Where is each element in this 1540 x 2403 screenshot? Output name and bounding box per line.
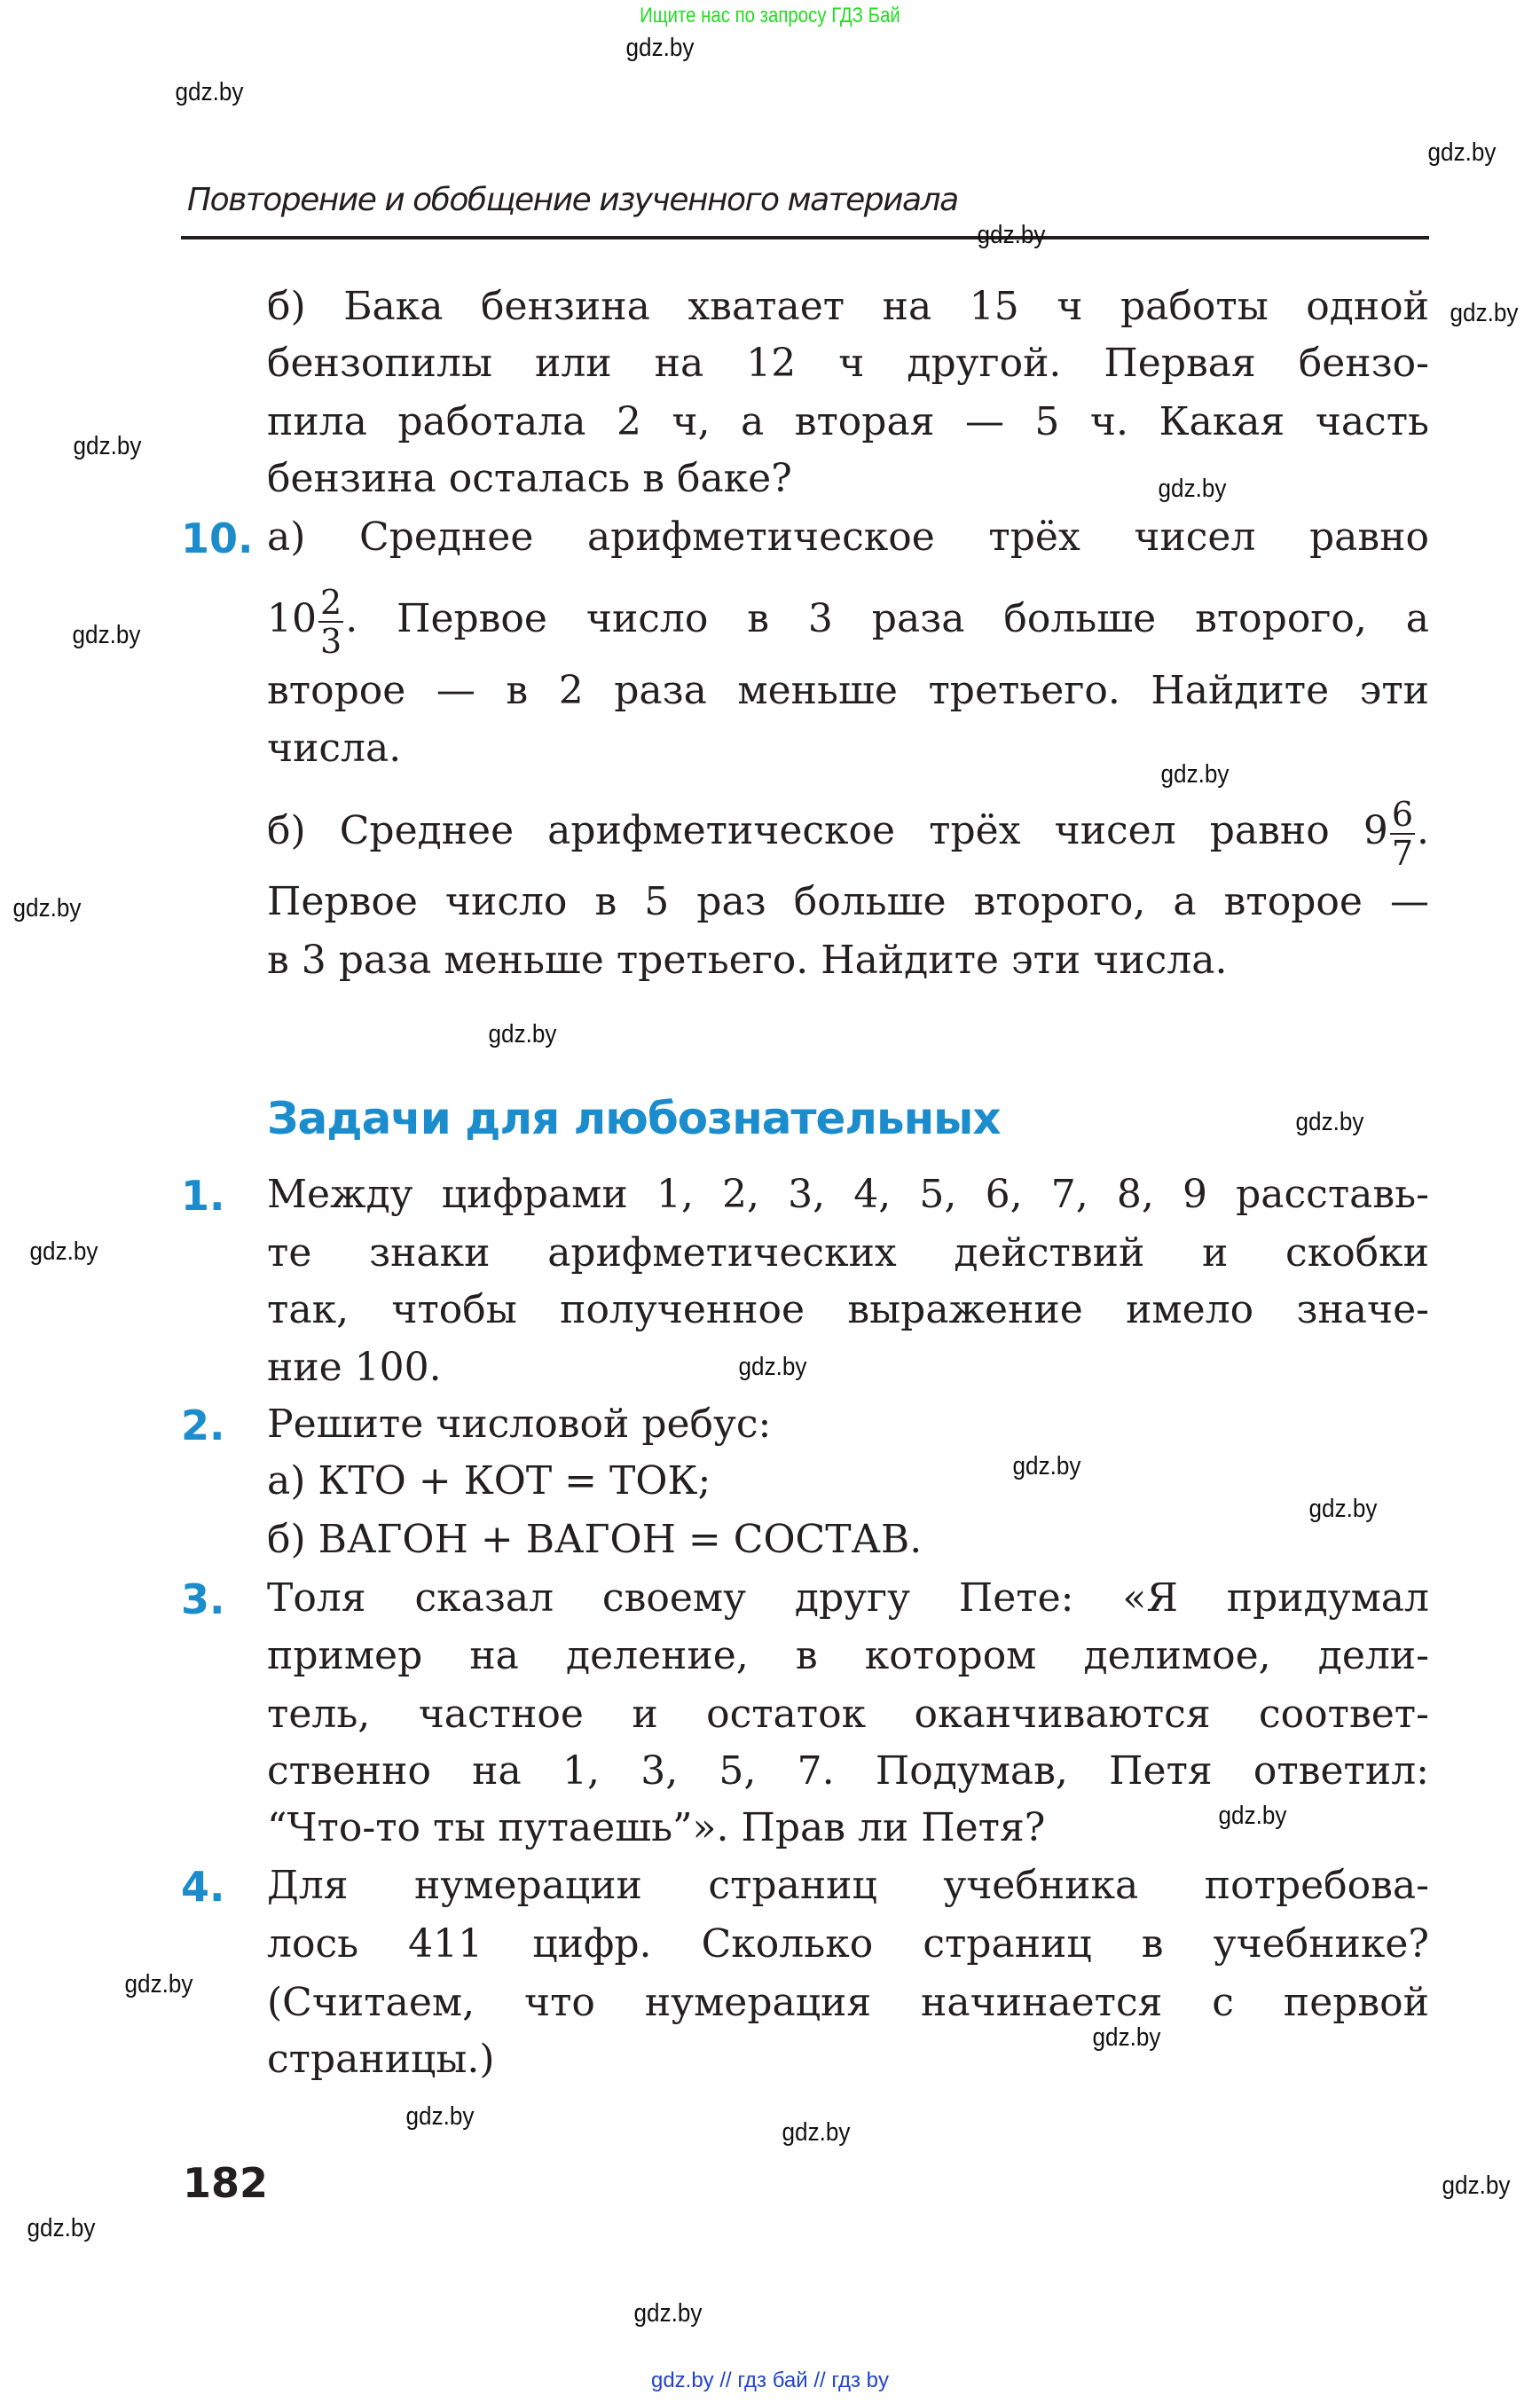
watermark: gdz.by [1160,760,1230,789]
task-line: Для нумерации страниц учебника потребова- [267,1863,1429,1908]
problem-10b-line: в 3 раза меньше третьего. Найдите эти числа. [267,938,1228,983]
problem-9b-line: пила работала 2 ч, а вторая — 5 ч. Какая часть [267,399,1429,444]
fraction-denominator: 3 [320,621,342,661]
fraction-numerator: 2 [320,582,342,622]
task-line: Между цифрами 1, 2, 3, 4, 5, 6, 7, 8, 9 расставь- [267,1172,1429,1217]
watermark: gdz.by [1012,1452,1081,1480]
watermark: gdz.by [1218,1802,1287,1830]
watermark: gdz.by [405,2102,475,2131]
task-line: так, чтобы полученное выражение имело значе- [267,1287,1429,1332]
task-number: 4. [181,1863,225,1911]
watermark: gdz.by [73,432,142,460]
watermark: gdz.by [977,221,1046,249]
watermark: gdz.by [175,78,244,106]
watermark: gdz.by [1427,138,1497,167]
problem-10a-line: второе — в 2 раза меньше третьего. Найдите эти [267,668,1429,713]
task-line: ние 100. [267,1345,442,1390]
task-line: ственно на 1, 3, 5, 7. Подумав, Петя ответил: [267,1748,1429,1794]
mixed-number-whole: 9 [1363,808,1388,853]
task-line: те знаки арифметических действий и скобки [267,1230,1429,1276]
watermark: gdz.by [1308,1495,1378,1523]
watermark: gdz.by [488,1020,557,1048]
fraction [1390,796,1415,872]
problem-10b-line: Первое число в 5 раз больше второго, а второе — [267,879,1429,924]
problem-9b-line: бензина осталась в баке? [267,456,792,501]
task-line: б) ВАГОН + ВАГОН = СОСТАВ. [267,1517,923,1562]
task-line: Толя сказал своему другу Пете: «Я придумал [267,1575,1429,1621]
task-line: (Считаем, что нумерация начинается с первой [267,1980,1429,2025]
watermark: gdz.by [633,2299,703,2328]
problem-9b-line: бензопилы или на 12 ч другой. Первая бензо- [267,341,1429,386]
watermark: gdz.by [27,2214,96,2242]
task-line: лось 411 цифр. Сколько страниц в учебнике? [267,1921,1429,1967]
problem-10b-line [267,794,1429,873]
section-heading: Задачи для любознательных [267,1093,1001,1144]
task-line: Решите числовой ребус: [267,1402,772,1447]
footer-links: gdz.by // гдз бай // гдз by [650,2368,890,2392]
page-number: 182 [183,2159,269,2207]
task-line: а) КТО + КОТ = ТОК; [267,1458,711,1504]
watermark: gdz.by [72,621,141,649]
line-text: б) Среднее арифметическое трёх чисел равно [267,808,1330,853]
watermark: gdz.by [1158,475,1227,503]
task-line: тель, частное и остаток оканчиваются соответ- [267,1692,1429,1737]
watermark: gdz.by [29,1237,98,1266]
watermark: gdz.by [12,894,82,923]
line-text: . Первое число в 3 раза больше второго, а [345,596,1429,641]
period: . [1417,808,1429,853]
task-number: 2. [181,1402,225,1449]
watermark: gdz.by [1092,2023,1161,2052]
watermark: gdz.by [124,1970,193,1999]
problem-10a-line: числа. [267,726,402,771]
watermark: gdz.by [625,34,695,62]
watermark: gdz.by [738,1353,807,1381]
task-line: страницы.) [267,2037,495,2082]
task-number: 3. [181,1575,225,1623]
problem-10a-line [267,582,1429,661]
problem-9b-line: б) Бака бензина хватает на 15 ч работы одной [267,284,1429,329]
problem-10a-line: а) Среднее арифметическое трёх чисел равно [267,514,1429,560]
watermark: gdz.by [1442,2171,1511,2200]
watermark: gdz.by [782,2118,851,2147]
running-header: Повторение и обобщение изученного материала [187,182,958,218]
problem-number: 10. [181,514,254,562]
fraction [318,584,343,660]
header-divider [181,236,1429,240]
mixed-number-whole: 10 [267,596,317,641]
task-line: пример на деление, в котором делимое, дели- [267,1633,1429,1678]
watermark: gdz.by [1295,1108,1364,1136]
top-banner: Ищите нас по запросу ГДЗ Бай [640,4,900,27]
task-line: “Что-то ты путаешь”». Прав ли Петя? [267,1805,1046,1850]
watermark: gdz.by [1450,299,1519,327]
fraction-denominator: 7 [1391,833,1413,873]
fraction-numerator: 6 [1391,794,1413,834]
task-number: 1. [181,1172,225,1220]
